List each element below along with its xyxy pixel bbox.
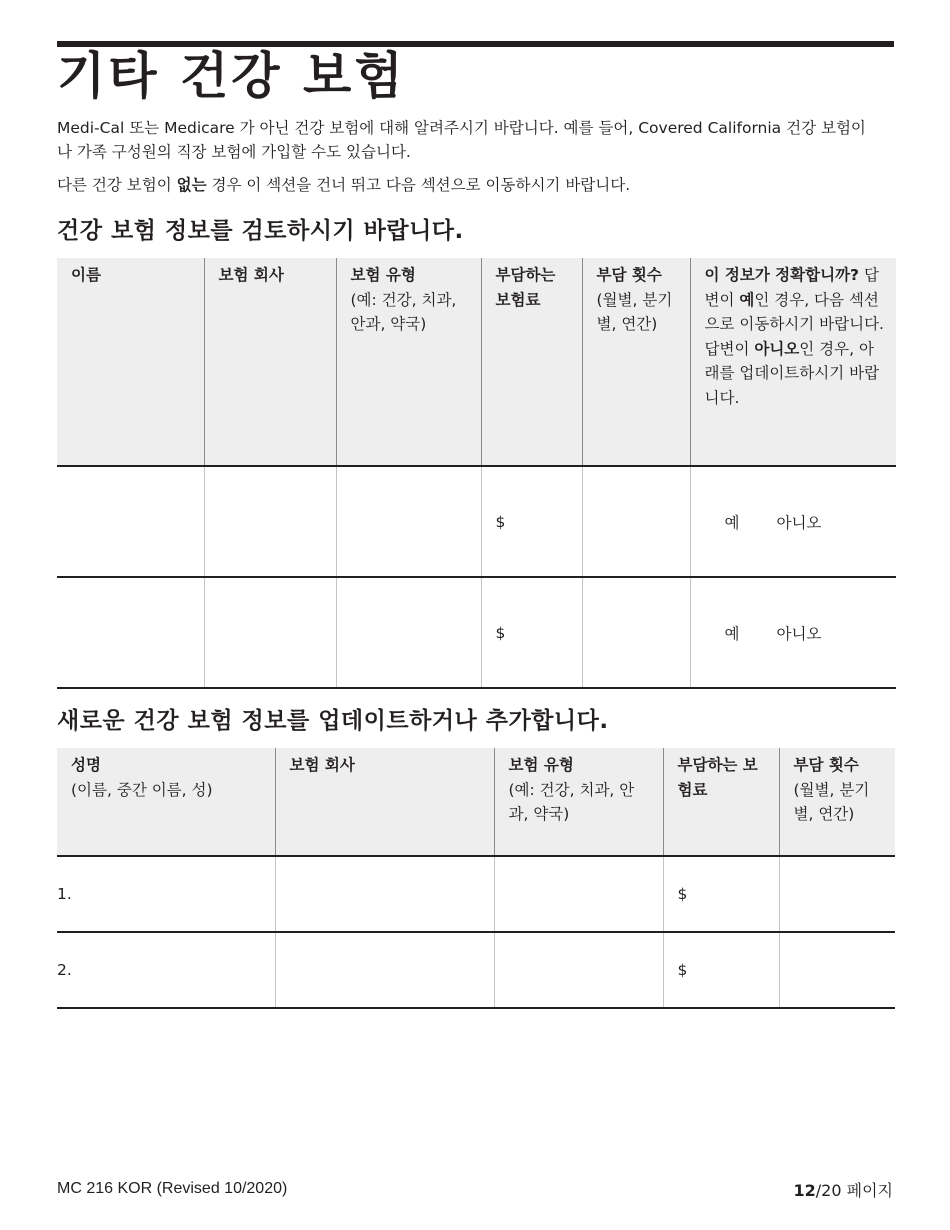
frequency-field[interactable] (779, 932, 895, 1008)
company-field[interactable] (204, 466, 336, 577)
table-row (57, 577, 896, 688)
frequency-field[interactable] (582, 577, 690, 688)
type-field[interactable] (336, 466, 481, 577)
header-name: 이름 (57, 258, 204, 466)
intro-text (57, 116, 877, 197)
row-number: 1. (57, 885, 72, 903)
intro-paragraph-2: 다른 건강 보험이 없는 경우 이 섹션을 건너 뛰고 다음 섹션으로 이동하시기 바랍니다. (57, 176, 631, 194)
correct-choice (690, 466, 896, 577)
dollar-sign: $ (677, 961, 688, 979)
page-title: 기타 건강 보험 (57, 47, 406, 105)
header-premium: 부담하는 보험료 (481, 258, 582, 466)
full-name-field[interactable] (57, 932, 275, 1008)
name-field[interactable] (57, 577, 204, 688)
type-field[interactable] (336, 577, 481, 688)
table-row (57, 932, 895, 1008)
premium-field[interactable] (663, 856, 779, 932)
yes-option[interactable]: 예 (724, 624, 740, 643)
name-field[interactable] (57, 466, 204, 577)
full-name-field[interactable] (57, 856, 275, 932)
correct-choice (690, 577, 896, 688)
frequency-field[interactable] (582, 466, 690, 577)
header-company: 보험 회사 (204, 258, 336, 466)
form-id: MC 216 KOR (Revised 10/2020) (57, 1180, 288, 1197)
emphasis-none: 없는 (176, 176, 207, 194)
header-frequency: 부담 횟수 (월별, 분기별, 연간) (779, 748, 895, 856)
header-type: 보험 유형 (예: 건강, 치과, 안과, 약국) (336, 258, 481, 466)
dollar-sign: $ (495, 512, 506, 531)
intro-paragraph-1: Medi-Cal 또는 Medicare 가 아닌 건강 보험에 대해 알려주시기 바랍니다. 예를 들어, Covered California 건강 보험이나 가족 구성원의 직장 보험에 가입할 수도 있습니다. (57, 119, 866, 161)
no-option[interactable]: 아니오 (776, 624, 822, 643)
review-section-title: 건강 보험 정보를 검토하시기 바랍니다. (57, 218, 464, 244)
company-field[interactable] (275, 932, 494, 1008)
header-full-name: 성명 (이름, 중간 이름, 성) (57, 748, 275, 856)
header-company: 보험 회사 (275, 748, 494, 856)
row-number: 2. (57, 961, 72, 979)
table-row (57, 466, 896, 577)
header-is-correct: 이 정보가 정확합니까? 답변이 예인 경우, 다음 섹션으로 이동하시기 바랍니다. 답변이 아니오인 경우, 아래를 업데이트하시기 바랍니다. (690, 258, 896, 466)
dollar-sign: $ (495, 623, 506, 642)
table-header-row (57, 748, 895, 856)
dollar-sign: $ (677, 885, 688, 903)
page-number (794, 1178, 893, 1201)
no-option[interactable]: 아니오 (776, 513, 822, 532)
table-row (57, 856, 895, 932)
type-field[interactable] (494, 856, 663, 932)
header-type: 보험 유형 (예: 건강, 치과, 안과, 약국) (494, 748, 663, 856)
frequency-field[interactable] (779, 856, 895, 932)
table-header-row (57, 258, 896, 466)
type-field[interactable] (494, 932, 663, 1008)
premium-field[interactable] (481, 577, 582, 688)
header-frequency: 부담 횟수 (월별, 분기별, 연간) (582, 258, 690, 466)
company-field[interactable] (275, 856, 494, 932)
total-pages: /20 페이지 (815, 1181, 893, 1200)
update-section-title: 새로운 건강 보험 정보를 업데이트하거나 추가합니다. (57, 708, 609, 734)
company-field[interactable] (204, 577, 336, 688)
premium-field[interactable] (481, 466, 582, 577)
yes-option[interactable]: 예 (724, 513, 740, 532)
header-premium: 부담하는 보험료 (663, 748, 779, 856)
update-insurance-table (57, 748, 895, 1009)
review-insurance-table (57, 258, 896, 689)
current-page: 12 (793, 1181, 816, 1200)
premium-field[interactable] (663, 932, 779, 1008)
